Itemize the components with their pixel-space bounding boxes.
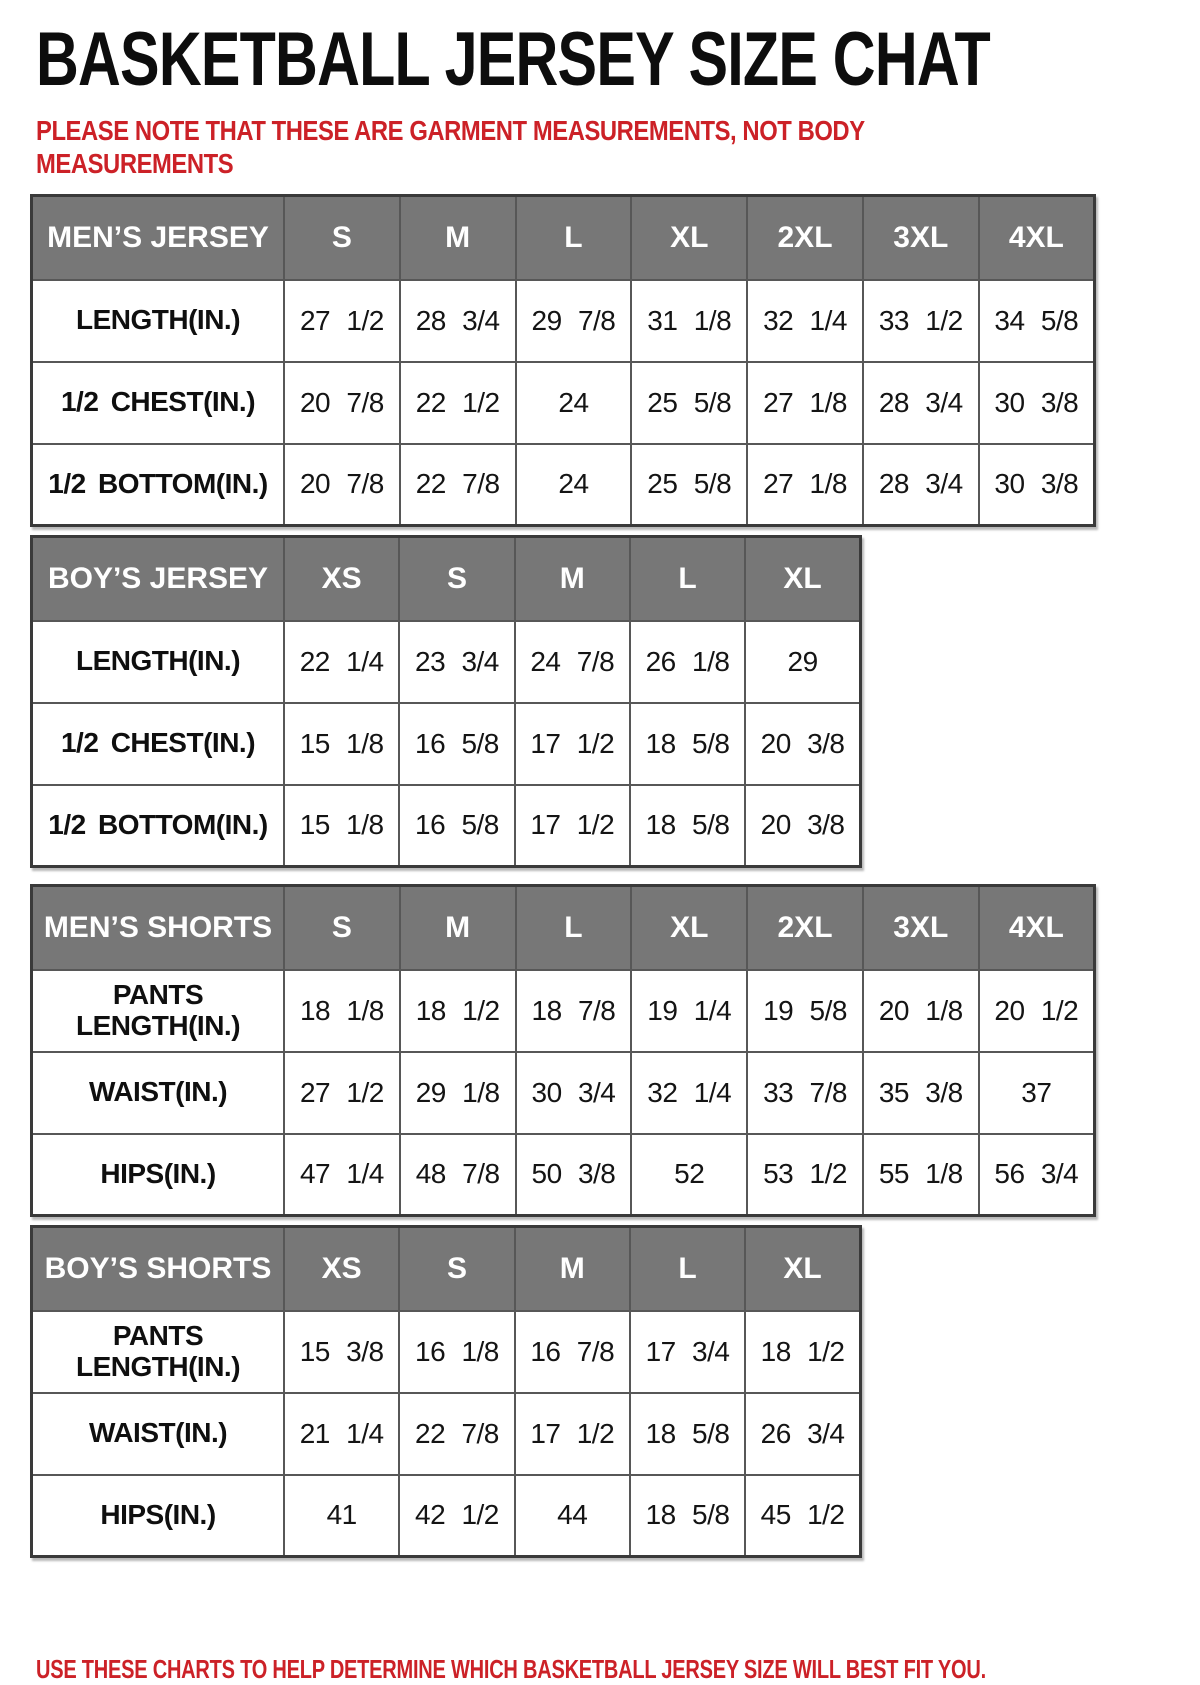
size-column-header: L (516, 886, 632, 970)
measurement-value: 26 1/8 (630, 621, 745, 703)
measurement-value: 29 (745, 621, 860, 703)
measurement-value: 20 3/8 (745, 703, 860, 785)
measurement-value: 16 5/8 (399, 785, 514, 867)
measurement-value: 20 1/8 (863, 970, 979, 1052)
row-label: HIPS(IN.) (32, 1134, 285, 1216)
measurement-value: 20 3/8 (745, 785, 860, 867)
size-column-header: XL (631, 886, 747, 970)
measurement-value: 18 5/8 (630, 1475, 745, 1557)
garment-measurement-note: PLEASE NOTE THAT THESE ARE GARMENT MEASUREMENTS, NOT BODY MEASUREMENTS (36, 115, 865, 180)
measurement-value: 44 (515, 1475, 630, 1557)
measurement-value: 56 3/4 (979, 1134, 1095, 1216)
size-table (30, 884, 1096, 1217)
header-row (32, 537, 861, 621)
size-column-header: S (399, 1227, 514, 1311)
size-column-header: M (400, 196, 516, 280)
measurement-value: 22 7/8 (399, 1393, 514, 1475)
measurement-value: 52 (631, 1134, 747, 1216)
size-column-header: 3XL (863, 196, 979, 280)
size-column-header: M (515, 1227, 630, 1311)
size-tables-container (0, 194, 1200, 1558)
measurement-value: 19 1/4 (631, 970, 747, 1052)
size-column-header: 2XL (747, 886, 863, 970)
measurement-value: 17 1/2 (515, 703, 630, 785)
size-column-header: 2XL (747, 196, 863, 280)
row-label: LENGTH(IN.) (32, 280, 285, 362)
size-column-header: M (400, 886, 516, 970)
measurement-value: 15 1/8 (284, 703, 399, 785)
size-table (30, 535, 862, 868)
header-row (32, 886, 1095, 970)
measurement-value: 26 3/4 (745, 1393, 860, 1475)
measurement-value: 16 1/8 (399, 1311, 514, 1393)
measurement-value: 33 7/8 (747, 1052, 863, 1134)
row-label: WAIST(IN.) (32, 1052, 285, 1134)
size-column-header: L (516, 196, 632, 280)
measurement-value: 42 1/2 (399, 1475, 514, 1557)
header-row (32, 1227, 861, 1311)
measurement-value: 50 3/8 (516, 1134, 632, 1216)
size-column-header: L (630, 1227, 745, 1311)
table-row (32, 444, 1095, 526)
measurement-value: 48 7/8 (400, 1134, 516, 1216)
row-label: PANTS LENGTH(IN.) (32, 1311, 285, 1393)
table-row (32, 1052, 1095, 1134)
size-column-header: S (284, 196, 400, 280)
table-title: BOY’S JERSEY (32, 537, 285, 621)
measurement-value: 17 1/2 (515, 785, 630, 867)
measurement-value: 20 7/8 (284, 362, 400, 444)
table-row (32, 1475, 861, 1557)
size-column-header: XL (745, 537, 860, 621)
measurement-value: 16 7/8 (515, 1311, 630, 1393)
measurement-value: 27 1/8 (747, 444, 863, 526)
size-column-header: 4XL (979, 886, 1095, 970)
measurement-value: 17 3/4 (630, 1311, 745, 1393)
table-row (32, 362, 1095, 444)
size-column-header: M (515, 537, 630, 621)
row-label: PANTS LENGTH(IN.) (32, 970, 285, 1052)
measurement-value: 20 1/2 (979, 970, 1095, 1052)
measurement-value: 55 1/8 (863, 1134, 979, 1216)
table-title: MEN’S JERSEY (32, 196, 285, 280)
measurement-value: 18 5/8 (630, 703, 745, 785)
table-title: BOY’S SHORTS (32, 1227, 285, 1311)
size-column-header: 4XL (979, 196, 1095, 280)
page-title: BASKETBALL JERSEY SIZE CHAT (36, 17, 990, 102)
measurement-value: 29 1/8 (400, 1052, 516, 1134)
measurement-value: 18 7/8 (516, 970, 632, 1052)
measurement-value: 15 3/8 (284, 1311, 399, 1393)
measurement-value: 21 1/4 (284, 1393, 399, 1475)
fit-advice-footer: USE THESE CHARTS TO HELP DETERMINE WHICH BASKETBALL JERSEY SIZE WILL BEST FIT YOU. (36, 1654, 986, 1685)
measurement-value: 18 1/2 (400, 970, 516, 1052)
measurement-value: 17 1/2 (515, 1393, 630, 1475)
table-row (32, 280, 1095, 362)
measurement-value: 22 1/4 (284, 621, 399, 703)
measurement-value: 24 7/8 (515, 621, 630, 703)
measurement-value: 22 1/2 (400, 362, 516, 444)
row-label: HIPS(IN.) (32, 1475, 285, 1557)
row-label: LENGTH(IN.) (32, 621, 285, 703)
measurement-value: 47 1/4 (284, 1134, 400, 1216)
measurement-value: 53 1/2 (747, 1134, 863, 1216)
table-row (32, 621, 861, 703)
measurement-value: 20 7/8 (284, 444, 400, 526)
measurement-value: 24 (516, 362, 632, 444)
row-label: 1/2 CHEST(IN.) (32, 703, 285, 785)
size-column-header: 3XL (863, 886, 979, 970)
measurement-value: 31 1/8 (631, 280, 747, 362)
measurement-value: 34 5/8 (979, 280, 1095, 362)
measurement-value: 27 1/8 (747, 362, 863, 444)
row-label: 1/2 CHEST(IN.) (32, 362, 285, 444)
size-table (30, 194, 1096, 527)
table-row (32, 785, 861, 867)
measurement-value: 41 (284, 1475, 399, 1557)
measurement-value: 24 (516, 444, 632, 526)
row-label: WAIST(IN.) (32, 1393, 285, 1475)
measurement-value: 33 1/2 (863, 280, 979, 362)
measurement-value: 28 3/4 (863, 362, 979, 444)
table-row (32, 1134, 1095, 1216)
measurement-value: 18 5/8 (630, 785, 745, 867)
measurement-value: 19 5/8 (747, 970, 863, 1052)
measurement-value: 27 1/2 (284, 1052, 400, 1134)
measurement-value: 18 1/2 (745, 1311, 860, 1393)
row-label: 1/2 BOTTOM(IN.) (32, 785, 285, 867)
measurement-value: 32 1/4 (631, 1052, 747, 1134)
measurement-value: 30 3/8 (979, 362, 1095, 444)
measurement-value: 15 1/8 (284, 785, 399, 867)
measurement-value: 28 3/4 (400, 280, 516, 362)
measurement-value: 22 7/8 (400, 444, 516, 526)
measurement-value: 45 1/2 (745, 1475, 860, 1557)
table-row (32, 1393, 861, 1475)
size-column-header: XS (284, 1227, 399, 1311)
measurement-value: 25 5/8 (631, 362, 747, 444)
measurement-value: 25 5/8 (631, 444, 747, 526)
measurement-value: 30 3/4 (516, 1052, 632, 1134)
table-row (32, 1311, 861, 1393)
measurement-value: 16 5/8 (399, 703, 514, 785)
measurement-value: 35 3/8 (863, 1052, 979, 1134)
table-row (32, 970, 1095, 1052)
size-column-header: L (630, 537, 745, 621)
measurement-value: 30 3/8 (979, 444, 1095, 526)
size-column-header: S (284, 886, 400, 970)
measurement-value: 18 5/8 (630, 1393, 745, 1475)
size-column-header: XL (631, 196, 747, 280)
size-column-header: XS (284, 537, 399, 621)
measurement-value: 37 (979, 1052, 1095, 1134)
table-title: MEN’S SHORTS (32, 886, 285, 970)
table-row (32, 703, 861, 785)
row-label: 1/2 BOTTOM(IN.) (32, 444, 285, 526)
measurement-value: 18 1/8 (284, 970, 400, 1052)
measurement-value: 27 1/2 (284, 280, 400, 362)
size-table (30, 1225, 862, 1558)
header-row (32, 196, 1095, 280)
measurement-value: 23 3/4 (399, 621, 514, 703)
measurement-value: 29 7/8 (516, 280, 632, 362)
measurement-value: 32 1/4 (747, 280, 863, 362)
size-column-header: XL (745, 1227, 860, 1311)
size-column-header: S (399, 537, 514, 621)
measurement-value: 28 3/4 (863, 444, 979, 526)
